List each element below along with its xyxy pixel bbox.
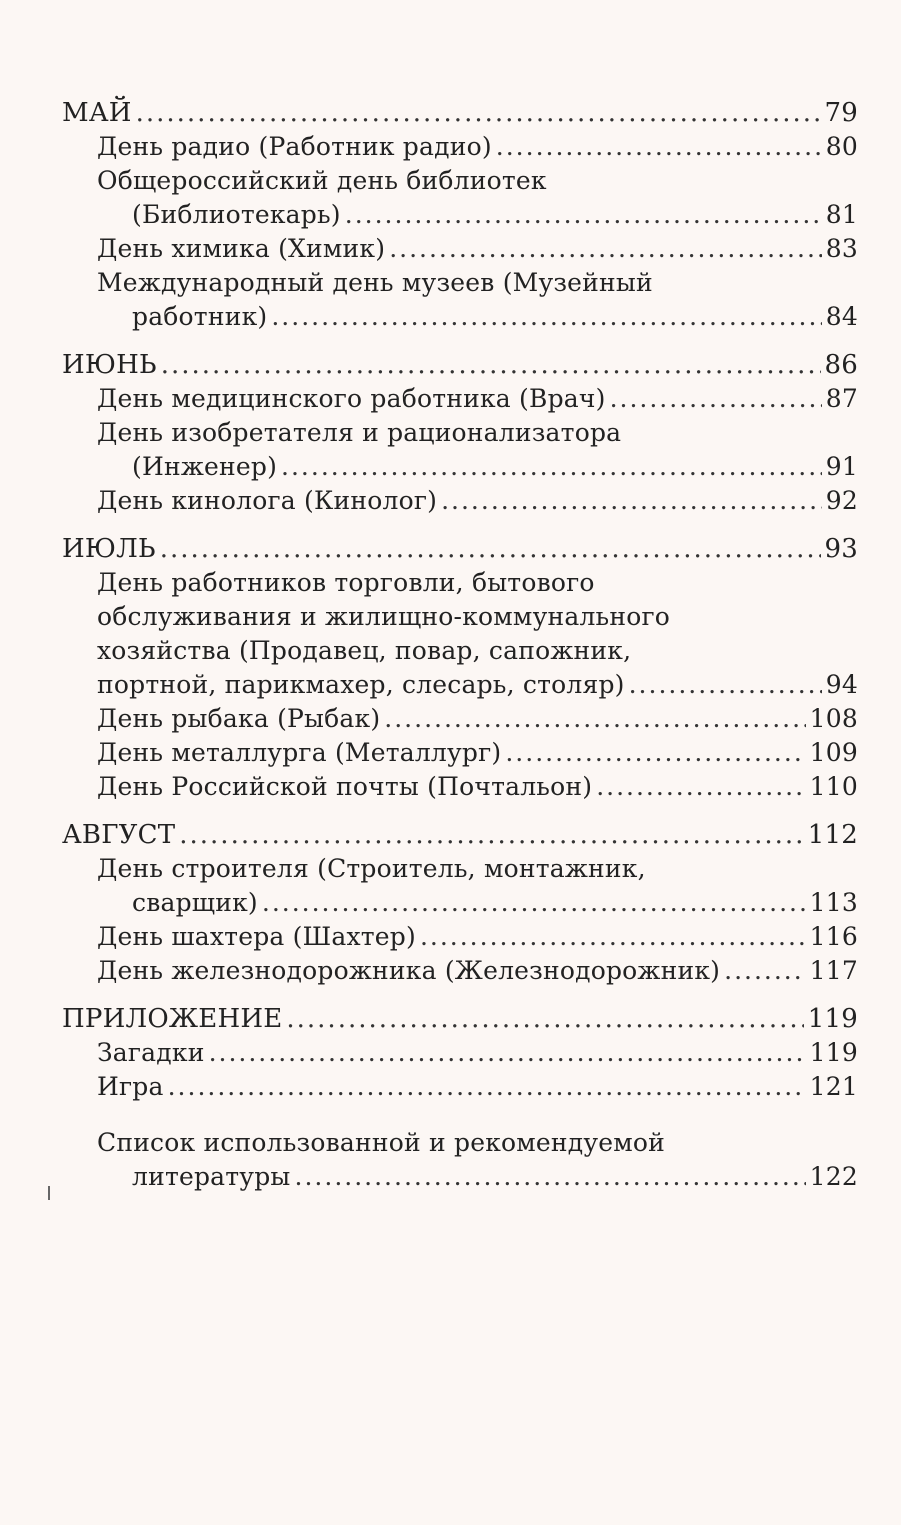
table-of-contents (62, 96, 858, 1194)
leader-dots (161, 348, 821, 382)
page-number: 109 (809, 738, 858, 767)
toc-section-appendix (62, 1002, 858, 1036)
leader-dots (179, 818, 804, 852)
leader-dots (420, 920, 806, 954)
entry-title: Загадки (97, 1038, 205, 1067)
page-number: 80 (825, 132, 858, 161)
leader-dots (389, 232, 822, 266)
leader-dots (295, 1160, 806, 1194)
section-title: АВГУСТ (62, 820, 176, 850)
entry-title: День металлурга (Металлург) (97, 738, 502, 767)
entry-title-line: хозяйства (Продавец, повар, сапожник, (97, 636, 632, 665)
toc-entry (62, 1036, 858, 1070)
leader-dots (286, 1002, 803, 1036)
leader-dots (160, 532, 821, 566)
entry-title: День медицинского работника (Врач) (97, 384, 606, 413)
leader-dots (505, 736, 805, 770)
entry-title: сварщик) (132, 888, 258, 917)
toc-section-may (62, 96, 858, 130)
toc-entry-bibliography (62, 1160, 858, 1194)
entry-title: День Российской почты (Почтальон) (97, 772, 593, 801)
page-number: 121 (809, 1072, 858, 1101)
page-number: 84 (825, 302, 858, 331)
section-title: МАЙ (62, 98, 132, 128)
toc-entry (62, 702, 858, 736)
entry-title-line: День работников торговли, бытового (97, 568, 595, 597)
entry-title: (Инженер) (132, 452, 278, 481)
page-number: 119 (809, 1038, 858, 1067)
entry-title: День железнодорожника (Железнодорожник) (97, 956, 721, 985)
entry-title-line: День изобретателя и рационализатора (97, 418, 622, 447)
margin-mark (48, 1186, 50, 1200)
page-number: 86 (824, 350, 858, 380)
page-number: 113 (809, 888, 858, 917)
page-number: 91 (825, 452, 858, 481)
toc-section-july (62, 532, 858, 566)
leader-dots (168, 1070, 806, 1104)
toc-entry (62, 300, 858, 334)
leader-dots (724, 954, 806, 988)
page-number: 110 (809, 772, 858, 801)
entry-title-line: День строителя (Строитель, монтажник, (97, 854, 646, 883)
toc-entry (62, 668, 858, 702)
leader-dots (384, 702, 805, 736)
page-number: 94 (825, 670, 858, 699)
leader-dots (596, 770, 805, 804)
page-number: 116 (809, 922, 858, 951)
leader-dots (629, 668, 822, 702)
section-title: ИЮЛЬ (62, 534, 156, 564)
leader-dots (610, 382, 822, 416)
toc-entry (62, 450, 858, 484)
entry-title-line: обслуживания и жилищно-коммунального (97, 602, 670, 631)
toc-entry (62, 920, 858, 954)
entry-title: День химика (Химик) (97, 234, 386, 263)
toc-entry (62, 736, 858, 770)
entry-title-line: Международный день музеев (Музейный (97, 268, 653, 297)
toc-entry (62, 954, 858, 988)
toc-entry (62, 770, 858, 804)
page-number: 119 (807, 1004, 858, 1034)
entry-title: (Библиотекарь) (132, 200, 341, 229)
page-number: 112 (807, 820, 858, 850)
entry-title: портной, парикмахер, слесарь, столяр) (97, 670, 625, 699)
leader-dots (345, 198, 822, 232)
toc-entry (62, 198, 858, 232)
toc-section-august (62, 818, 858, 852)
leader-dots (262, 886, 806, 920)
page-number: 79 (824, 98, 858, 128)
page-number: 108 (809, 704, 858, 733)
toc-entry (62, 232, 858, 266)
section-title: ИЮНЬ (62, 350, 157, 380)
leader-dots (271, 300, 821, 334)
page-number: 117 (809, 956, 858, 985)
leader-dots (136, 96, 821, 130)
toc-section-june (62, 348, 858, 382)
entry-title: День кинолога (Кинолог) (97, 486, 438, 515)
entry-title: День шахтера (Шахтер) (97, 922, 416, 951)
entry-title: литературы (132, 1162, 291, 1191)
page-number: 81 (825, 200, 858, 229)
entry-title-line: Общероссийский день библиотек (97, 166, 547, 195)
page-number: 93 (824, 534, 858, 564)
page-number: 83 (825, 234, 858, 263)
entry-title: Игра (97, 1072, 164, 1101)
leader-dots (496, 130, 822, 164)
toc-entry (62, 1070, 858, 1104)
leader-dots (281, 450, 822, 484)
page-number: 122 (809, 1162, 858, 1191)
toc-entry (62, 382, 858, 416)
entry-title: День радио (Работник радио) (97, 132, 492, 161)
entry-title-line: Список использованной и рекомендуемой (97, 1128, 666, 1157)
section-title: ПРИЛОЖЕНИЕ (62, 1004, 283, 1034)
toc-entry (62, 130, 858, 164)
entry-title: День рыбака (Рыбак) (97, 704, 381, 733)
toc-entry (62, 886, 858, 920)
leader-dots (209, 1036, 806, 1070)
entry-title: работник) (132, 302, 268, 331)
page-number: 92 (825, 486, 858, 515)
page-number: 87 (825, 384, 858, 413)
leader-dots (441, 484, 822, 518)
toc-entry (62, 484, 858, 518)
